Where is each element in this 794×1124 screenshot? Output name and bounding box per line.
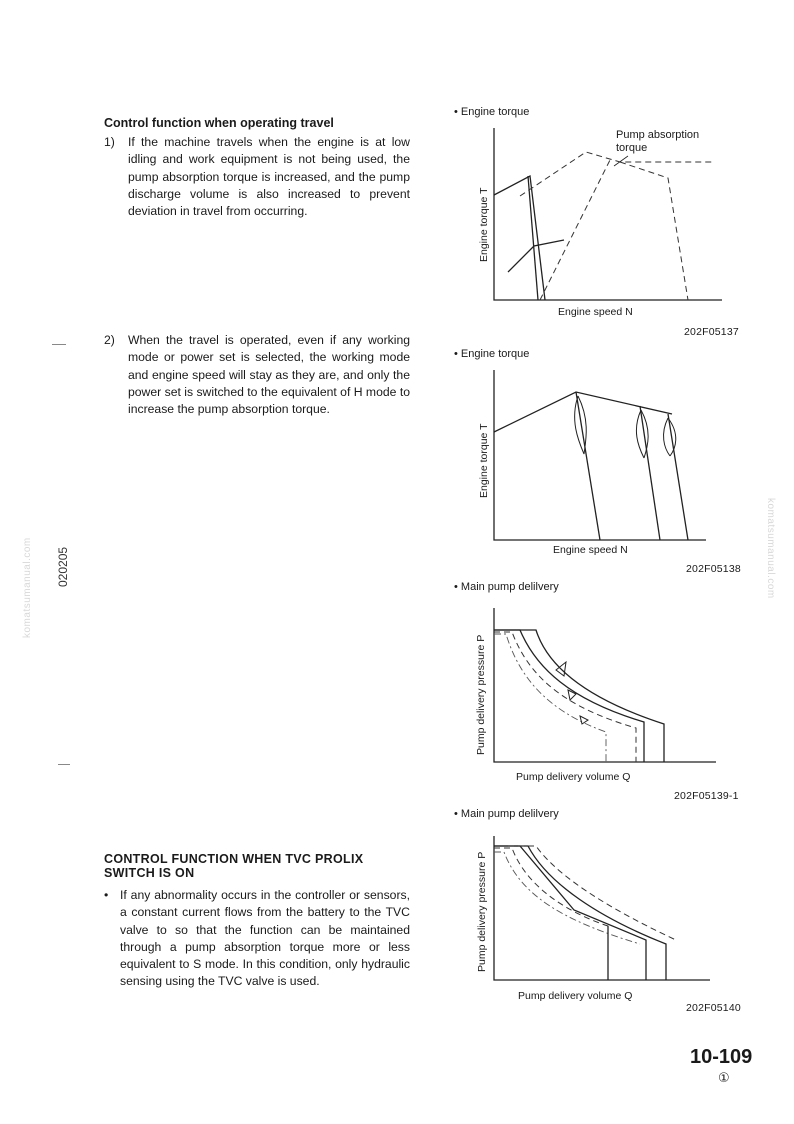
item-text: When the travel is operated, even if any working mode or power set is selected, the working mode and engine speed will stay as they are, and only the power set is switched to the equivalent of H mode to increase the pump absorption torque. (128, 333, 410, 417)
figure-3-ylabel: Pump delivery pressure P (475, 634, 487, 755)
figure-1-xlabel: Engine speed N (558, 306, 633, 318)
figure-3-caption: • Main pump delilvery (454, 581, 559, 593)
bullet-text: If any abnormality occurs in the controller or sensors, a constant current flows from the battery to the TVC valve to so that the function can be maintained through a pump absorption torque more or less equivalent to S mode. In this condition, only hydraulic sensing using the TVC valve is used. (120, 888, 410, 989)
item-number: 1) (104, 135, 115, 149)
bullet-mark: • (104, 888, 109, 902)
pq-curve-main (494, 846, 646, 980)
watermark-left: komatsumanual.com (22, 537, 33, 638)
annotation-line: Pump absorption (616, 129, 700, 141)
figure-4-caption: • Main pump delilvery (454, 808, 559, 820)
heading-line: CONTROL FUNCTION WHEN TVC PROLIX (104, 852, 364, 866)
pq-curve-dash-1 (494, 848, 608, 980)
pq-curve-dash-3 (494, 852, 640, 944)
item-text: If the machine travels when the engine is at low idling and work equipment is not being used, the pump absorption torque is increased, and the pump discharge volume is also increased to prevent deviation in travel from occurring. (128, 135, 410, 219)
figure-1-caption: • Engine torque (454, 106, 530, 118)
annotation-line: torque (616, 142, 648, 154)
figure-2-caption: • Engine torque (454, 348, 530, 360)
heading-line: SWITCH IS ON (104, 866, 195, 880)
figure-4-xlabel: Pump delivery volume Q (518, 990, 633, 1002)
page-number: 10-109 (690, 1046, 753, 1068)
watermark-right: komatsumanual.com (765, 498, 776, 599)
axes (494, 836, 710, 980)
section-heading-travel: Control function when operating travel (104, 116, 334, 130)
figure-1-ylabel: Engine torque T (478, 187, 490, 262)
figure-3-xlabel: Pump delivery volume Q (516, 771, 631, 783)
figure-3-code: 202F05139-1 (674, 790, 739, 802)
side-code: 020205 (56, 546, 70, 587)
item-number: 2) (104, 333, 115, 347)
figure-2-ylabel: Engine torque T (478, 423, 490, 498)
revision-mark: ① (718, 1070, 730, 1085)
figure-1-code: 202F05137 (684, 326, 739, 338)
figure-2-code: 202F05138 (686, 563, 741, 575)
figure-4-ylabel: Pump delivery pressure P (476, 851, 488, 972)
figure-2-xlabel: Engine speed N (553, 544, 628, 556)
figure-4-code: 202F05140 (686, 1002, 741, 1014)
